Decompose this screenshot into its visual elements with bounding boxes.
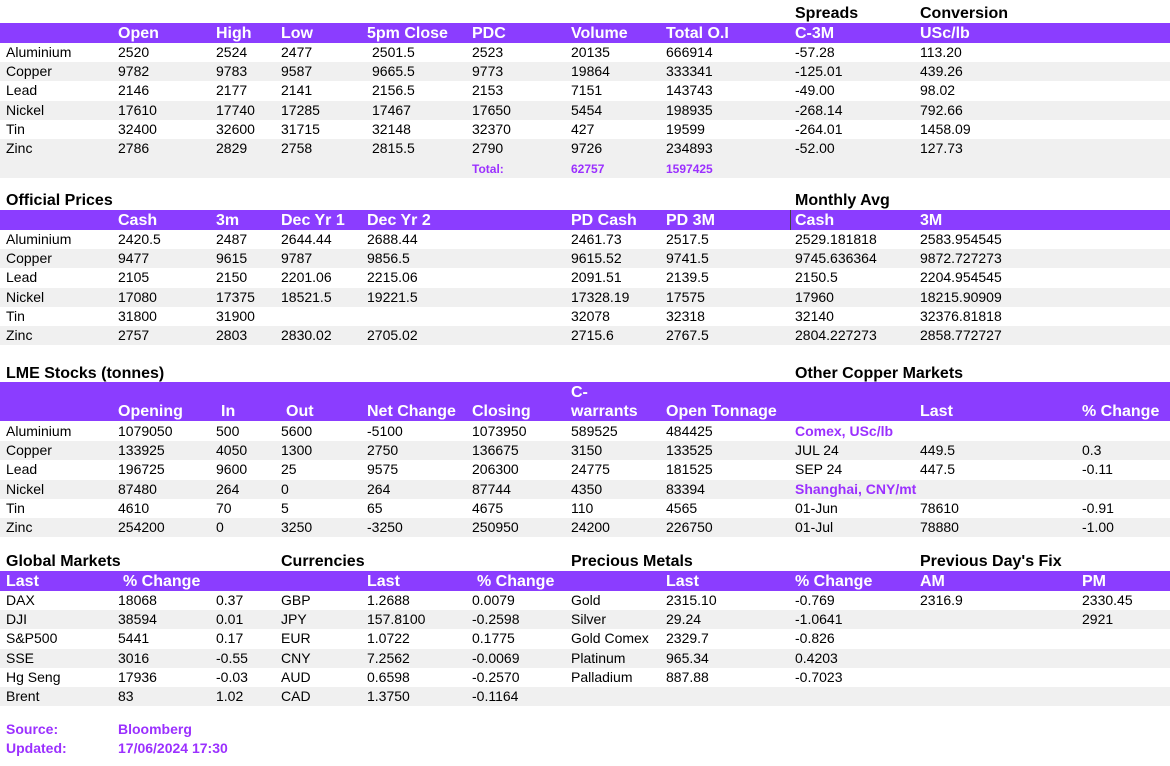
stocks-c-warrants: 24775 [571, 461, 610, 478]
ccy-last: 1.0722 [367, 630, 410, 647]
price-open: 2786 [118, 140, 150, 156]
official-pd-3m: 2767.5 [666, 327, 709, 343]
other-copper-label: Shanghai, CNY/mt [795, 480, 917, 497]
price-usc-lb: 127.73 [920, 140, 963, 156]
stocks-closing: 1073950 [472, 423, 527, 439]
price-close-5pm: 17467 [372, 101, 411, 118]
pm-last: 2315.10 [666, 592, 717, 608]
global-markets-title: Global Markets [6, 553, 121, 570]
price-low: 17285 [281, 101, 320, 118]
stocks-out: 3250 [281, 519, 313, 535]
ccy-pct: -0.0069 [472, 649, 520, 666]
global-last: 5441 [118, 630, 150, 647]
price-total-oi: 198935 [666, 101, 713, 118]
stocks-out: 25 [281, 461, 297, 478]
stocks-out: 5600 [281, 423, 313, 439]
price-close-5pm: 2501.5 [372, 44, 415, 60]
global-last: 18068 [118, 592, 157, 608]
pm-name: Gold Comex [571, 630, 649, 647]
official-avg-cash: 17960 [795, 288, 834, 305]
col-5pm-close: 5pm Close [367, 25, 448, 42]
pm-pct: -0.7023 [795, 668, 843, 685]
price-low: 2477 [281, 44, 313, 60]
price-metal: Zinc [6, 140, 33, 156]
stocks-metal: Copper [6, 442, 52, 459]
official-avg-3m: 18215.90909 [920, 288, 1002, 305]
official-prices-title: Official Prices [6, 192, 113, 209]
price-close-5pm: 2156.5 [372, 82, 415, 99]
col-ccy-last: Last [367, 573, 400, 590]
official-cash: 17080 [118, 288, 157, 305]
col-cash: Cash [118, 212, 158, 229]
price-pdc: 2790 [472, 140, 504, 156]
global-pct: 0.01 [216, 611, 244, 628]
global-last: 38594 [118, 611, 157, 628]
stocks-closing: 4675 [472, 499, 504, 516]
price-high: 2177 [216, 82, 248, 99]
price-metal: Copper [6, 63, 52, 80]
lme-stocks-title: LME Stocks (tonnes) [6, 365, 165, 382]
pm-last: 887.88 [666, 668, 709, 685]
col-dec-yr1: Dec Yr 1 [281, 212, 345, 229]
price-pdc: 32370 [472, 120, 511, 137]
stocks-out: 1300 [281, 442, 313, 459]
official-cash: 2757 [118, 327, 150, 343]
ccy-last: 1.2688 [367, 592, 410, 608]
price-low: 31715 [281, 120, 320, 137]
official-dec-yr2: 2215.06 [367, 269, 418, 286]
stocks-c-warrants: 3150 [571, 442, 603, 459]
official-avg-3m: 9872.727273 [920, 250, 1002, 267]
price-high: 2829 [216, 140, 248, 156]
col-c-warrants-line2: warrants [571, 403, 638, 420]
price-usc-lb: 113.20 [920, 44, 962, 60]
global-pct: 1.02 [216, 688, 244, 704]
col-pd-3m: PD 3M [666, 212, 715, 229]
official-dec-yr1: 2201.06 [281, 269, 332, 286]
stocks-metal: Zinc [6, 519, 33, 535]
official-3m: 2803 [216, 327, 248, 343]
col-open-tonnage: Open Tonnage [666, 403, 777, 420]
stocks-in: 4050 [216, 442, 248, 459]
stocks-open-tonnage: 226750 [666, 519, 713, 535]
global-name: DAX [6, 592, 35, 608]
global-pct: -0.03 [216, 668, 248, 685]
other-copper-label: 01-Jun [795, 499, 838, 516]
col-global-last: Last [6, 573, 39, 590]
other-copper-label: JUL 24 [795, 442, 839, 459]
price-close-5pm: 2815.5 [372, 140, 415, 156]
stocks-closing: 206300 [472, 461, 519, 478]
price-pdc: 2523 [472, 44, 504, 60]
official-pd-3m: 2517.5 [666, 231, 709, 247]
official-dec-yr1: 18521.5 [281, 288, 332, 305]
col-high: High [216, 25, 252, 42]
official-metal: Aluminium [6, 231, 72, 247]
global-name: SSE [6, 649, 35, 666]
global-last: 83 [118, 688, 134, 704]
price-low: 2758 [281, 140, 313, 156]
col-out: Out [286, 403, 314, 420]
official-avg-3m: 32376.81818 [920, 307, 1002, 324]
stocks-open-tonnage: 83394 [666, 480, 705, 497]
col-c-warrants-line1: C- [571, 384, 588, 401]
stocks-in: 264 [216, 480, 240, 497]
total-label: Total: [472, 162, 504, 176]
official-3m: 2487 [216, 231, 248, 247]
official-dec-yr1: 2830.02 [281, 327, 332, 343]
price-open: 17610 [118, 101, 157, 118]
col-ccy-pct: % Change [477, 573, 555, 590]
stocks-open-tonnage: 133525 [666, 442, 713, 459]
other-copper-last: 78610 [920, 499, 959, 516]
stocks-c-warrants: 24200 [571, 519, 610, 535]
col-opening: Opening [118, 403, 183, 420]
col-total-oi: Total O.I [666, 25, 729, 42]
col-other-pct-change: % Change [1082, 403, 1160, 420]
stocks-metal: Tin [6, 499, 25, 516]
pm-pct: -1.0641 [795, 611, 843, 628]
price-high: 9783 [216, 63, 248, 80]
col-avg-cash: Cash [795, 212, 835, 229]
stocks-opening: 1079050 [118, 423, 173, 439]
price-usc-lb: 1458.09 [920, 120, 971, 137]
conversion-title: Conversion [920, 5, 1009, 22]
price-open: 2520 [118, 44, 150, 60]
global-pct: -0.55 [216, 649, 248, 666]
price-c-3m: -49.00 [795, 82, 835, 99]
other-copper-label: SEP 24 [795, 461, 843, 478]
updated-value: 17/06/2024 17:30 [118, 740, 228, 756]
stocks-closing: 87744 [472, 480, 511, 497]
stocks-closing: 136675 [472, 442, 519, 459]
col-low: Low [281, 25, 313, 42]
other-copper-label: Comex, USc/lb [795, 423, 894, 439]
ccy-name: EUR [281, 630, 311, 647]
global-pct: 0.17 [216, 630, 244, 647]
source-label: Source: [6, 721, 59, 737]
official-pd-cash: 9615.52 [571, 250, 622, 267]
stocks-open-tonnage: 484425 [666, 423, 713, 439]
col-open: Open [118, 25, 159, 42]
fix-am: 2316.9 [920, 592, 963, 608]
global-name: DJI [6, 611, 27, 628]
global-last: 3016 [118, 649, 150, 666]
col-pm-pct: % Change [795, 573, 873, 590]
price-high: 2524 [216, 44, 248, 60]
precious-metals-title: Precious Metals [571, 553, 693, 570]
official-metal: Lead [6, 269, 38, 286]
other-copper-label: 01-Jul [795, 519, 834, 535]
official-dec-yr2: 9856.5 [367, 250, 410, 267]
price-c-3m: -268.14 [795, 101, 843, 118]
previous-fix-title: Previous Day's Fix [920, 553, 1062, 570]
col-volume: Volume [571, 25, 628, 42]
price-usc-lb: 439.26 [920, 63, 963, 80]
pm-pct: -0.826 [795, 630, 835, 647]
price-c-3m: -264.01 [795, 120, 843, 137]
fix-pm: 2330.45 [1082, 592, 1133, 608]
pm-name: Gold [571, 592, 601, 608]
official-dec-yr1: 2644.44 [281, 231, 332, 247]
other-copper-last: 78880 [920, 519, 959, 535]
currencies-title: Currencies [281, 553, 365, 570]
ccy-pct: 0.1775 [472, 630, 515, 647]
official-pd-3m: 17575 [666, 288, 705, 305]
official-metal: Zinc [6, 327, 33, 343]
stocks-open-tonnage: 181525 [666, 461, 713, 478]
col-closing: Closing [472, 403, 531, 420]
stocks-net-change: 264 [367, 480, 391, 497]
global-name: Brent [6, 688, 40, 704]
stocks-in: 70 [216, 499, 232, 516]
global-name: Hg Seng [6, 668, 61, 685]
price-total-oi: 234893 [666, 140, 713, 156]
official-3m: 2150 [216, 269, 248, 286]
stocks-c-warrants: 589525 [571, 423, 618, 439]
pm-pct: -0.769 [795, 592, 835, 608]
pm-name: Platinum [571, 649, 626, 666]
global-pct: 0.37 [216, 592, 244, 608]
price-c-3m: -125.01 [795, 63, 843, 80]
price-volume: 9726 [571, 140, 603, 156]
ccy-pct: 0.0079 [472, 592, 515, 608]
stocks-metal: Aluminium [6, 423, 72, 439]
official-avg-3m: 2583.954545 [920, 231, 1002, 247]
pm-name: Silver [571, 611, 607, 628]
ccy-name: CAD [281, 688, 311, 704]
price-c-3m: -52.00 [795, 140, 835, 156]
official-dec-yr2: 2688.44 [367, 231, 418, 247]
global-last: 17936 [118, 668, 157, 685]
stocks-open-tonnage: 4565 [666, 499, 698, 516]
col-3m: 3m [216, 212, 240, 229]
price-pdc: 2153 [472, 82, 504, 99]
stocks-net-change: -5100 [367, 423, 403, 439]
col-dec-yr2: Dec Yr 2 [367, 212, 431, 229]
stocks-opening: 4610 [118, 499, 150, 516]
monthly-avg-title: Monthly Avg [795, 192, 890, 209]
official-3m: 17375 [216, 288, 255, 305]
stocks-in: 0 [216, 519, 224, 535]
stocks-opening: 133925 [118, 442, 165, 459]
stocks-net-change: -3250 [367, 519, 403, 535]
ccy-name: JPY [281, 611, 307, 628]
col-pm-last: Last [666, 573, 699, 590]
stocks-net-change: 9575 [367, 461, 399, 478]
pm-last: 29.24 [666, 611, 702, 628]
col-fix-am: AM [920, 573, 945, 590]
price-volume: 19864 [571, 63, 610, 80]
ccy-last: 157.8100 [367, 611, 426, 628]
col-other-last: Last [920, 403, 953, 420]
other-copper-last: 449.5 [920, 442, 956, 459]
official-cash: 2420.5 [118, 231, 161, 247]
other-copper-pct-change: -0.11 [1082, 461, 1113, 478]
price-volume: 7151 [571, 82, 603, 99]
pm-last: 965.34 [666, 649, 709, 666]
price-volume: 427 [571, 120, 595, 137]
col-c-3m: C-3M [795, 25, 835, 42]
stocks-out: 5 [281, 499, 289, 516]
price-low: 9587 [281, 63, 313, 80]
official-pd-3m: 2139.5 [666, 269, 709, 286]
stocks-net-change: 2750 [367, 442, 399, 459]
ccy-pct: -0.2598 [472, 611, 520, 628]
stocks-out: 0 [281, 480, 289, 497]
total-volume: 62757 [571, 162, 605, 176]
official-metal: Tin [6, 307, 25, 324]
price-close-5pm: 9665.5 [372, 63, 415, 80]
col-avg-3m: 3M [920, 212, 943, 229]
stocks-closing: 250950 [472, 519, 519, 535]
price-volume: 20135 [571, 44, 610, 60]
official-pd-3m: 32318 [666, 307, 705, 324]
stocks-opening: 196725 [118, 461, 165, 478]
ccy-name: CNY [281, 649, 311, 666]
price-total-oi: 143743 [666, 82, 713, 99]
ccy-last: 7.2562 [367, 649, 410, 666]
stocks-opening: 87480 [118, 480, 157, 497]
ccy-last: 0.6598 [367, 668, 410, 685]
price-total-oi: 19599 [666, 120, 705, 137]
ccy-last: 1.3750 [367, 688, 410, 704]
official-pd-cash: 2461.73 [571, 231, 622, 247]
official-avg-cash: 2529.181818 [795, 231, 877, 247]
price-open: 32400 [118, 120, 157, 137]
official-dec-yr2: 19221.5 [367, 288, 418, 305]
price-high: 32600 [216, 120, 255, 137]
official-avg-cash: 2150.5 [795, 269, 838, 286]
ccy-pct: -0.1164 [472, 688, 519, 704]
official-dec-yr2: 2705.02 [367, 327, 418, 343]
stocks-in: 500 [216, 423, 240, 439]
official-dec-yr1: 9787 [281, 250, 313, 267]
pm-last: 2329.7 [666, 630, 709, 647]
updated-label: Updated: [6, 740, 67, 756]
official-pd-cash: 2091.51 [571, 269, 622, 286]
official-metal: Copper [6, 250, 52, 267]
other-copper-pct-change: -0.91 [1082, 499, 1114, 516]
official-3m: 31900 [216, 307, 255, 324]
other-copper-last: 447.5 [920, 461, 956, 478]
official-cash: 9477 [118, 250, 150, 267]
ccy-name: AUD [281, 668, 311, 685]
official-cash: 2105 [118, 269, 150, 286]
official-pd-cash: 32078 [571, 307, 610, 324]
col-in: In [221, 403, 236, 420]
official-pd-3m: 9741.5 [666, 250, 709, 267]
official-avg-cash: 9745.636364 [795, 250, 877, 267]
other-copper-pct-change: -1.00 [1082, 519, 1114, 535]
price-close-5pm: 32148 [372, 120, 411, 137]
global-name: S&P500 [6, 630, 58, 647]
official-avg-cash: 32140 [795, 307, 834, 324]
price-open: 9782 [118, 63, 150, 80]
price-open: 2146 [118, 82, 150, 99]
stocks-c-warrants: 110 [571, 499, 594, 516]
ccy-name: GBP [281, 592, 311, 608]
ccy-pct: -0.2570 [472, 668, 520, 685]
official-avg-3m: 2858.772727 [920, 327, 1002, 343]
price-metal: Lead [6, 82, 38, 99]
monthly-divider [790, 210, 791, 230]
price-usc-lb: 792.66 [920, 101, 963, 118]
pm-pct: 0.4203 [795, 649, 838, 666]
stocks-c-warrants: 4350 [571, 480, 603, 497]
price-usc-lb: 98.02 [920, 82, 956, 99]
pm-name: Palladium [571, 668, 633, 685]
other-copper-title: Other Copper Markets [795, 365, 964, 382]
price-metal: Nickel [6, 101, 45, 118]
stocks-metal: Nickel [6, 480, 45, 497]
price-pdc: 17650 [472, 101, 511, 118]
spreads-title: Spreads [795, 5, 859, 22]
total-oi: 1597425 [666, 162, 713, 176]
col-fix-pm: PM [1082, 573, 1106, 590]
source-value: Bloomberg [118, 721, 192, 737]
stocks-opening: 254200 [118, 519, 165, 535]
stocks-in: 9600 [216, 461, 248, 478]
fix-pm: 2921 [1082, 611, 1114, 628]
official-3m: 9615 [216, 250, 248, 267]
price-metal: Aluminium [6, 44, 72, 60]
price-c-3m: -57.28 [795, 44, 835, 60]
official-avg-3m: 2204.954545 [920, 269, 1002, 286]
price-low: 2141 [281, 82, 313, 99]
stocks-metal: Lead [6, 461, 38, 478]
official-pd-cash: 2715.6 [571, 327, 614, 343]
price-total-oi: 666914 [666, 44, 713, 60]
price-volume: 5454 [571, 101, 603, 118]
price-total-oi: 333341 [666, 63, 713, 80]
stocks-net-change: 65 [367, 499, 383, 516]
price-high: 17740 [216, 101, 255, 118]
row-stripe [0, 687, 1170, 706]
price-metal: Tin [6, 120, 25, 137]
other-copper-pct-change: 0.3 [1082, 442, 1102, 459]
col-usc-lb: USc/lb [920, 25, 970, 42]
official-avg-cash: 2804.227273 [795, 327, 877, 343]
col-pd-cash: PD Cash [571, 212, 637, 229]
official-metal: Nickel [6, 288, 45, 305]
col-net-change: Net Change [367, 403, 456, 420]
col-pdc: PDC [472, 25, 506, 42]
col-global-pct: % Change [123, 573, 201, 590]
official-pd-cash: 17328.19 [571, 288, 630, 305]
price-pdc: 9773 [472, 63, 504, 80]
official-cash: 31800 [118, 307, 157, 324]
